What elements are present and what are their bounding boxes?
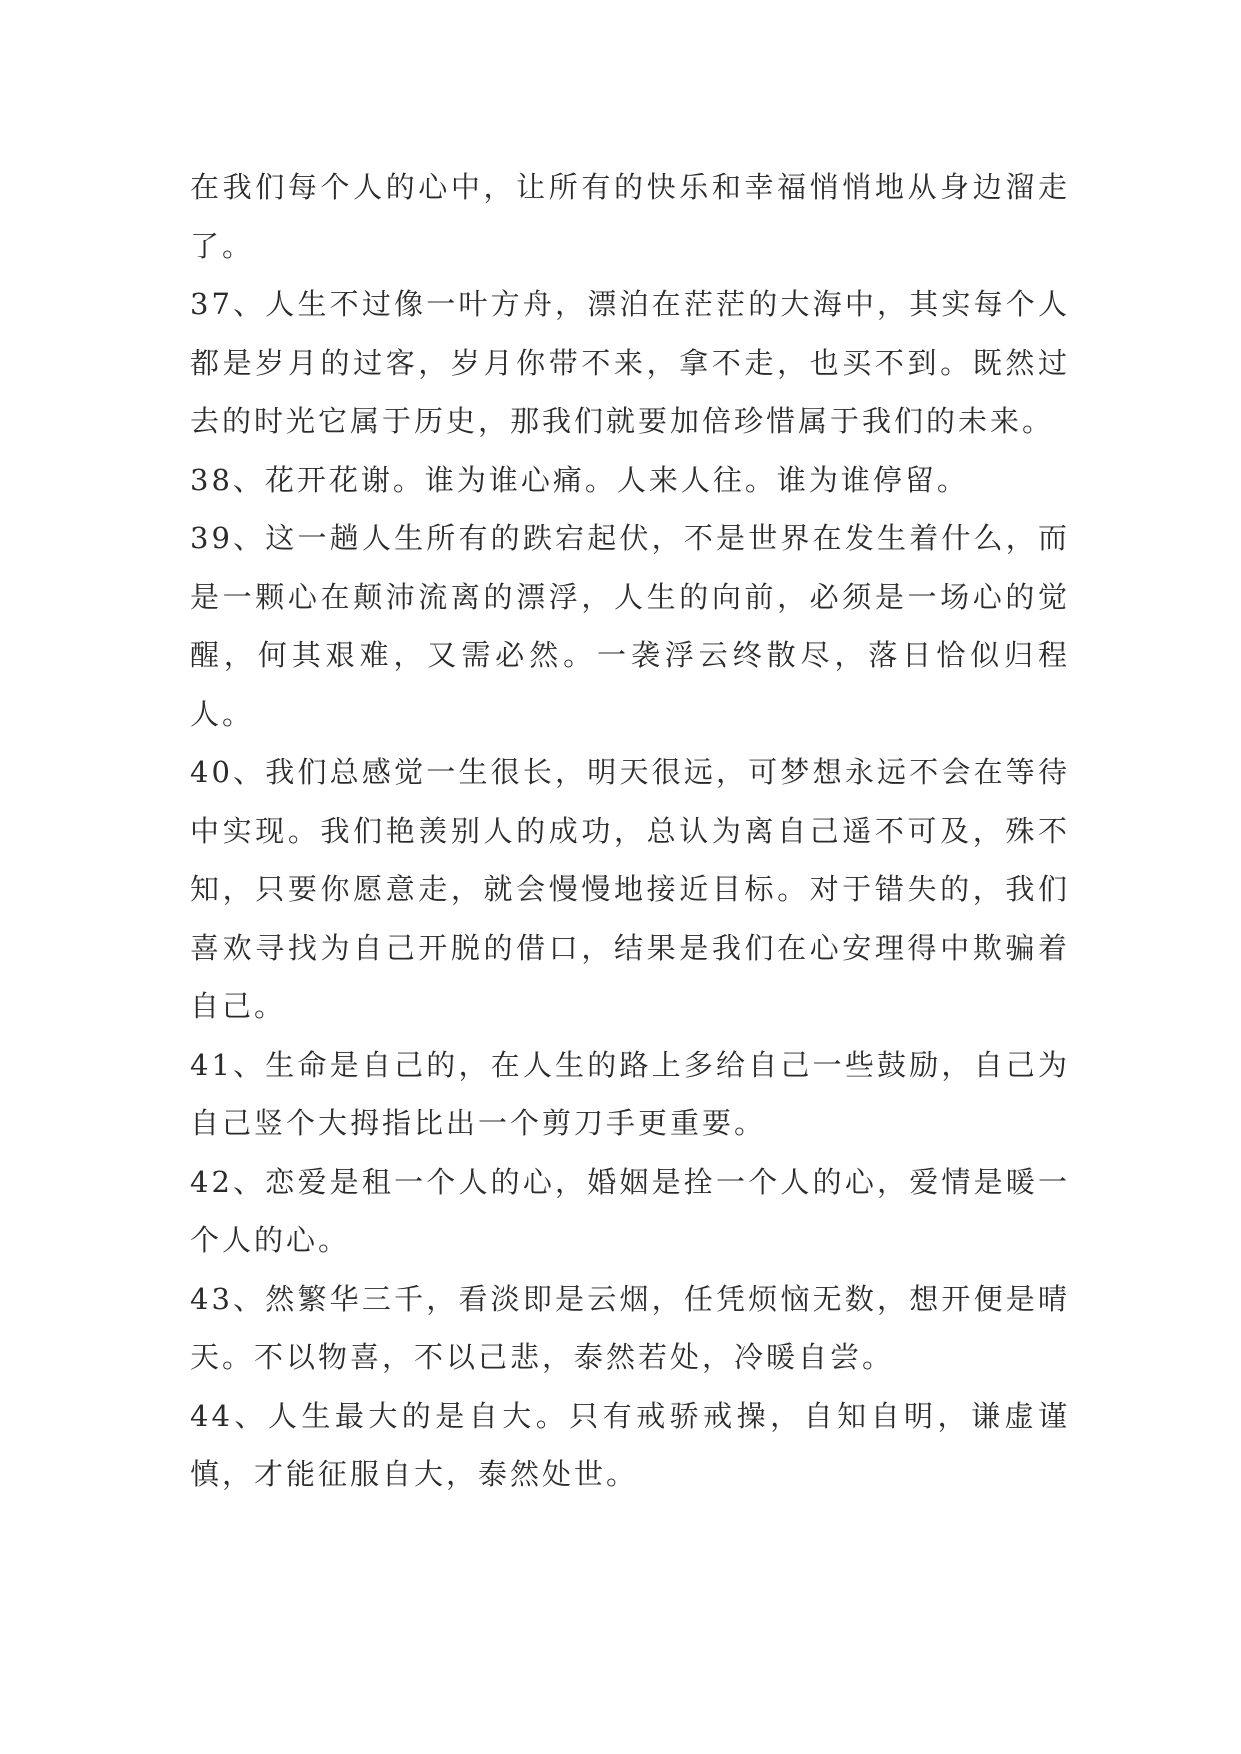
paragraph-41: 41、生命是自己的，在人生的路上多给自己一些鼓励，自己为自己竖个大拇指比出一个剪刀手更重要。 [190, 1047, 1070, 1140]
paragraph-38: 38、花开花谢。谁为谁心痛。人来人往。谁为谁停留。 [190, 462, 969, 497]
paragraph-37: 37、人生不过像一叶方舟，漂泊在茫茫的大海中，其实每个人都是岁月的过客，岁月你带不来，拿不走，也买不到。既然过去的时光它属于历史，那我们就要加倍珍惜属于我们的未来。 [190, 287, 1070, 438]
paragraph-40: 40、我们总感觉一生很长，明天很远，可梦想永远不会在等待中实现。我们艳羡别人的成功，总认为离自己遥不可及，殊不知，只要你愿意走，就会慢慢地接近目标。对于错失的，我们喜欢寻找为自己开脱的借口，结果是我们在心安理得中欺骗着自己。 [190, 755, 1070, 1023]
paragraph-44: 44、人生最大的是自大。只有戒骄戒操，自知自明，谦虚谨慎，才能征服自大，泰然处世。 [190, 1398, 1070, 1491]
paragraph-42: 42、恋爱是租一个人的心，婚姻是拴一个人的心，爱情是暖一个人的心。 [190, 1164, 1070, 1257]
paragraph-39: 39、这一趟人生所有的跌宕起伏，不是世界在发生着什么，而是一颗心在颠沛流离的漂浮，人生的向前，必须是一场心的觉醒，何其艰难，又需必然。一袭浮云终散尽，落日恰似归程人。 [190, 521, 1070, 731]
paragraph-43: 43、然繁华三千，看淡即是云烟，任凭烦恼无数，想开便是晴天。不以物喜，不以己悲，泰然若处，冷暖自尝。 [190, 1281, 1070, 1374]
paragraph-continued: 在我们每个人的心中，让所有的快乐和幸福悄悄地从身边溜走了。 [190, 170, 1070, 263]
document-body [190, 158, 1070, 1504]
